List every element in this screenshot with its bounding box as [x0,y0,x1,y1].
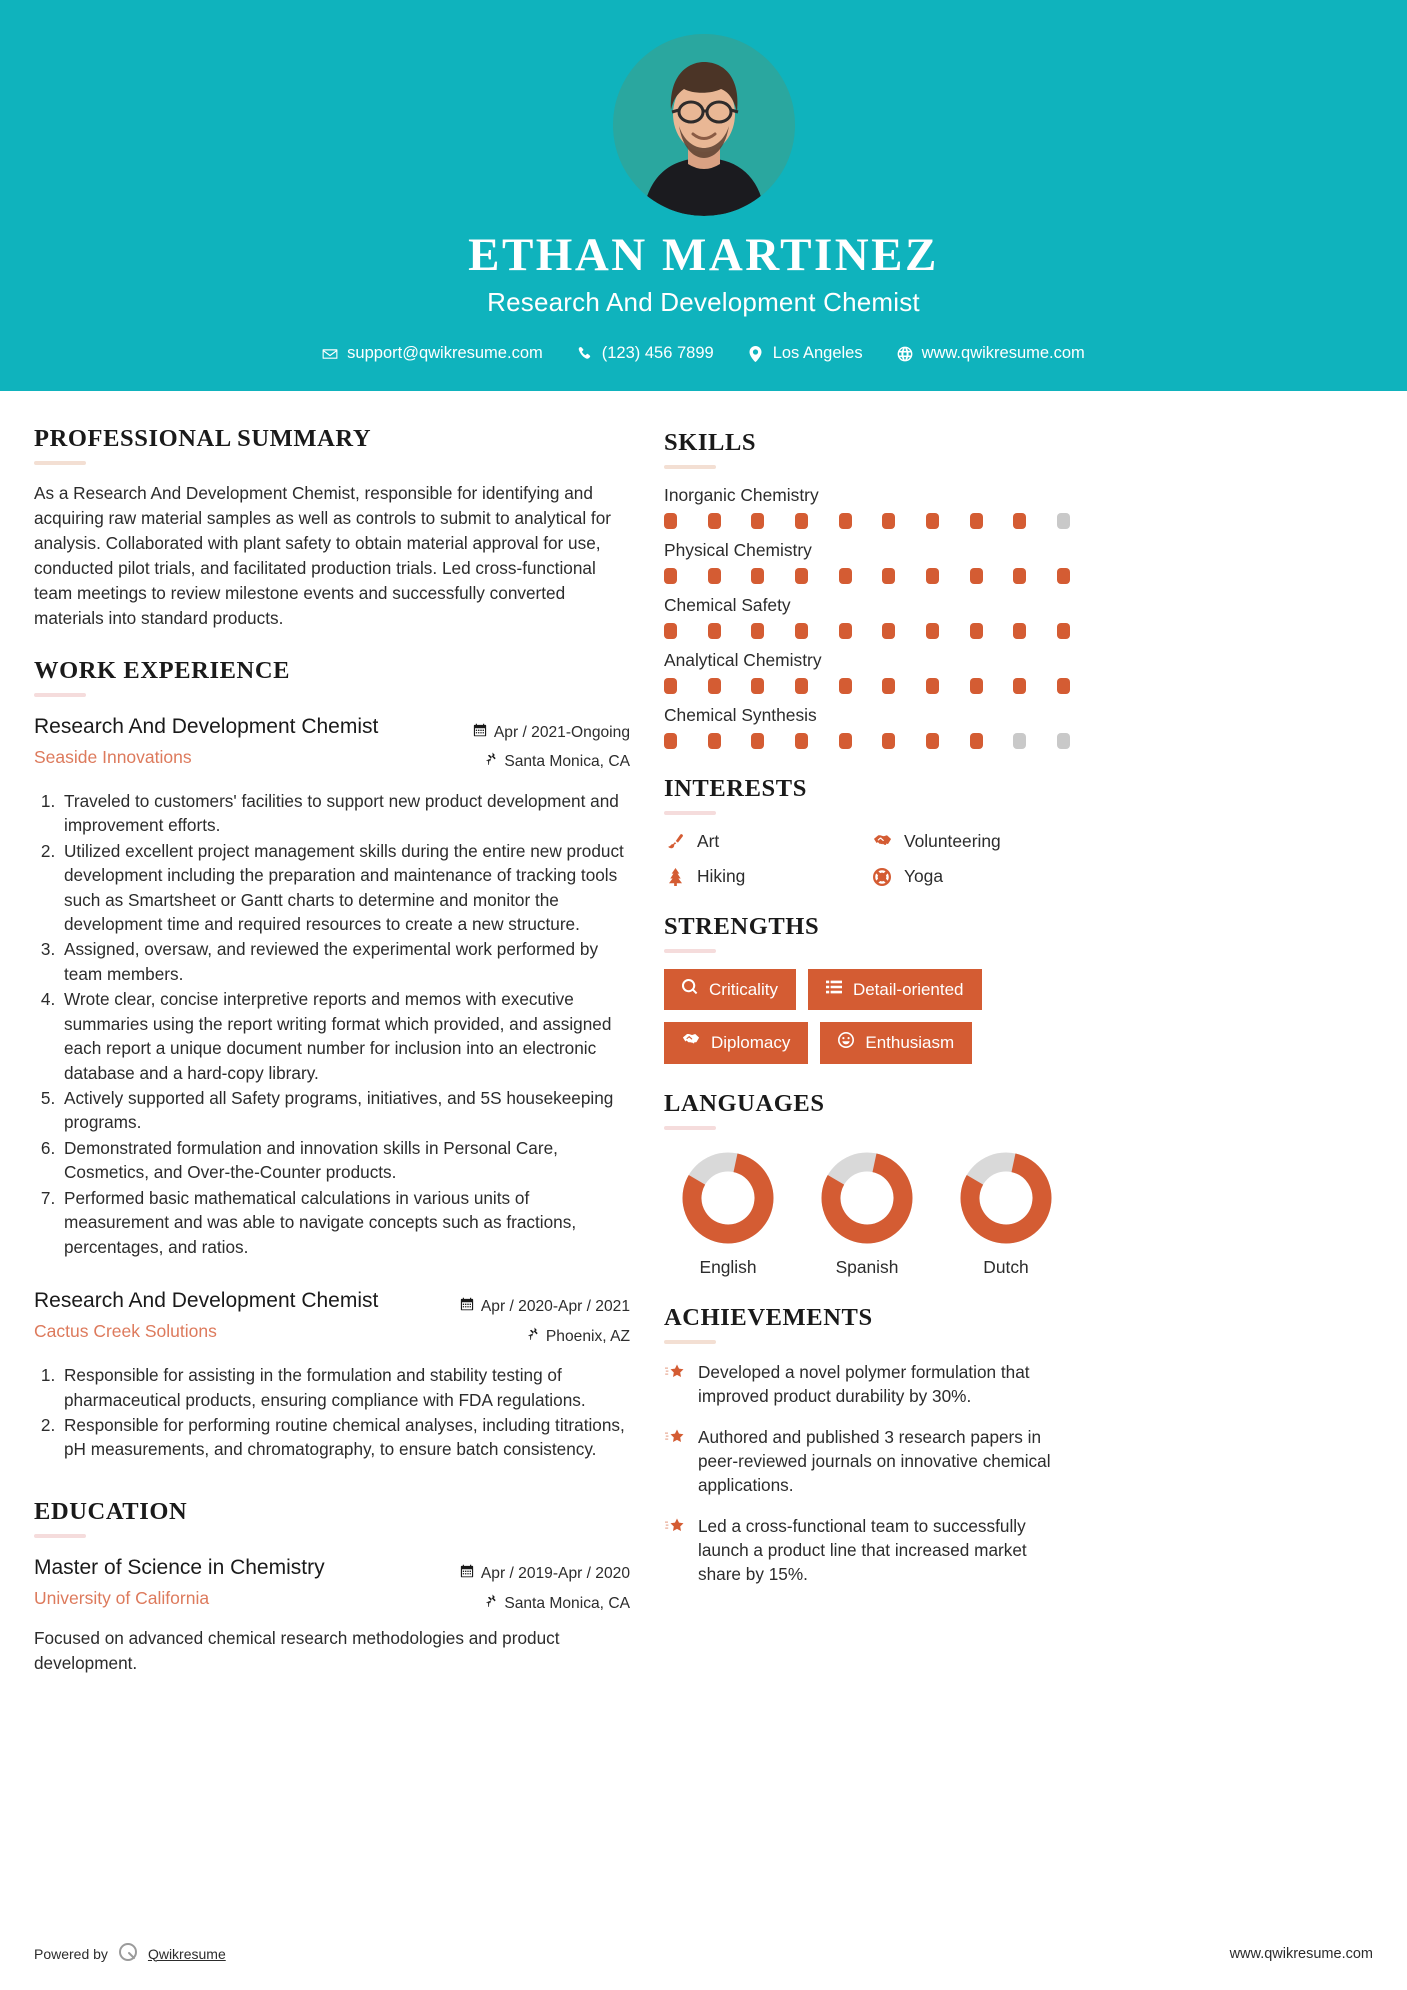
list-item: 6. Demonstrated formulation and innovation skills in Personal Care, Cosmetics, and Over-the-Counter products. [60,1136,630,1185]
section-professional-summary [34,425,630,631]
interest-label: Hiking [697,866,746,887]
skills-list [664,485,1070,749]
profile-photo-icon [613,34,795,216]
section-heading-strengths: STRENGTHS [664,913,820,941]
work-dates-value: Apr / 2021-Ongoing [493,723,630,741]
section-rule [34,693,86,697]
work-location [473,747,630,777]
skill-row [664,485,1070,529]
section-heading-summary: PROFESSIONAL SUMMARY [34,425,372,453]
section-rule [34,461,86,465]
contact-email[interactable] [305,344,560,363]
skill-dot-filled [1013,623,1026,639]
language-label: Dutch [983,1256,1029,1277]
skill-dot-filled [882,733,895,749]
globe-icon [897,346,913,362]
skill-dot-filled [708,733,721,749]
skill-label: Analytical Chemistry [664,650,822,671]
work-organization: Seaside Innovations [34,746,192,767]
skill-dot-filled [751,568,764,584]
skill-dot-filled [795,623,808,639]
calendar-icon [460,1292,474,1322]
work-dates [460,1292,630,1322]
section-rule [664,1340,716,1344]
achievement-item [664,1360,1070,1408]
left-column [34,425,630,1701]
skill-label: Inorganic Chemistry [664,485,819,506]
skill-dot-filled [1013,513,1026,529]
work-location-value: Phoenix, AZ [545,1327,630,1345]
section-work-experience [34,657,630,1462]
qwikresume-logo-icon [117,1941,139,1966]
list-item: 2. Responsible for performing routine chemical analyses, including titrations, pH measurements, and chromatography, to ensure batch consistency. [60,1413,630,1462]
contact-website-value: www.qwikresume.com [921,344,1085,363]
skill-dot-filled [926,513,939,529]
education-school: University of California [34,1588,210,1609]
skill-dot-filled [795,733,808,749]
skill-row [664,650,1070,694]
contact-phone[interactable] [560,344,731,363]
work-bullet-list [34,789,630,1259]
strength-label: Criticality [709,980,778,1000]
work-entry [34,1287,630,1462]
skill-dot-filled [839,513,852,529]
skill-dot-filled [664,568,677,584]
interest-label: Yoga [904,866,944,887]
summary-text: As a Research And Development Chemist, responsible for identifying and acquiring raw material samples as well as controls to submit to analytical for analysis. Collaborated with plant safety to obtain material approval for use, conducted pilot trials, and facilitated production trials. Led cross-functional team meetings to review milestone events and successfully converted materials into standard products. [34,483,611,628]
education-entry [34,1554,630,1675]
strength-label: Diplomacy [711,1033,791,1053]
pushpin-icon [485,1589,497,1619]
powered-by [34,1941,226,1966]
life-ring-icon [871,868,893,886]
skill-dot-filled [1013,568,1026,584]
list-item: 1. Traveled to customers' facilities to support new product development and improvement efforts. [60,789,630,838]
skill-dot-filled [839,623,852,639]
contact-row [0,344,1407,363]
work-dates-value: Apr / 2020-Apr / 2021 [480,1297,630,1315]
language-label: Spanish [835,1256,899,1277]
work-role: Research And Development Chemist [34,714,379,738]
section-heading-interests: INTERESTS [664,775,807,803]
section-strengths [664,913,1070,1064]
contact-location-value: Los Angeles [772,344,863,363]
education-location-value: Santa Monica, CA [504,1594,630,1612]
work-meta [460,1287,630,1351]
skill-dot-filled [795,513,808,529]
interests-grid [664,831,1070,887]
list-item: 4. Wrote clear, concise interpretive reports and memos with executive summaries using the report writing format which provided, and assigned each report a unique document number for inclusion into an electronic database and a hard-copy library. [60,987,630,1085]
search-icon [682,979,698,1000]
resume-header [0,0,1407,391]
pushpin-icon [527,1322,539,1352]
skill-dot-filled [882,678,895,694]
section-skills [664,429,1070,749]
list-item: 5. Actively supported all Safety programs, initiatives, and 5S housekeeping programs. [60,1086,630,1135]
skill-dot-filled [882,623,895,639]
section-heading-achievements: ACHIEVEMENTS [664,1303,873,1331]
strength-label: Detail-oriented [852,980,964,1000]
handshake-icon [682,1032,700,1053]
map-pin-icon [748,346,764,362]
skill-rating [664,733,1070,749]
section-rule [664,1126,716,1130]
phone-icon [577,346,593,362]
skill-dot-filled [970,678,983,694]
skill-dot-filled [1013,678,1026,694]
work-location [460,1322,630,1352]
language-donut-chart [819,1150,915,1246]
skill-dot-filled [708,568,721,584]
skill-dot-filled [708,678,721,694]
list-icon [826,979,842,1000]
skill-rating [664,623,1070,639]
list-item: 7. Performed basic mathematical calculations in various units of measurement and was able to navigate concepts such as fractions, percentages, and ratios. [60,1186,630,1259]
section-heading-skills: SKILLS [664,429,757,457]
work-organization: Cactus Creek Solutions [34,1321,217,1342]
skill-label: Chemical Safety [664,595,791,616]
skill-dot-filled [970,568,983,584]
section-heading-education: EDUCATION [34,1497,188,1525]
list-item: 2. Utilized excellent project management skills during the entire new product development including the preparation and maintenance of tracking tools such as Smartsheet or Gantt charts to determine and monitor the development time and required resources to create a new structure. [60,839,630,937]
skill-rating [664,568,1070,584]
skill-dot-empty [1057,733,1070,749]
language-item [946,1150,1066,1278]
right-column [664,425,1070,1612]
contact-phone-value: (123) 456 7899 [601,344,714,363]
skill-dot-filled [751,678,764,694]
section-rule [664,465,716,469]
skill-dot-filled [839,568,852,584]
contact-email-value: support@qwikresume.com [347,344,543,363]
strengths-list [664,969,1070,1064]
contact-location[interactable] [731,344,880,363]
achievement-item [664,1514,1070,1586]
skill-dot-filled [1057,568,1070,584]
footer-url[interactable]: www.qwikresume.com [1229,1945,1373,1962]
skill-dot-filled [664,513,677,529]
section-heading-languages: LANGUAGES [664,1089,825,1117]
page-title: ETHAN MARTINEZ [468,229,939,281]
work-dates [473,718,630,748]
skill-dot-filled [882,513,895,529]
interest-label: Art [697,831,720,852]
skill-dot-filled [751,623,764,639]
skill-dot-filled [970,513,983,529]
skill-dot-filled [708,623,721,639]
interest-item-art [664,831,863,852]
smiley-icon [838,1032,854,1053]
skill-label: Chemical Synthesis [664,705,817,726]
education-meta [460,1554,630,1618]
strength-chip-detail-oriented [808,969,982,1010]
section-heading-work: WORK EXPERIENCE [34,656,291,684]
work-location-value: Santa Monica, CA [504,753,630,771]
skill-row [664,540,1070,584]
strength-chip-diplomacy [664,1022,808,1063]
interest-item-hiking [664,866,863,887]
achievement-item [664,1425,1070,1497]
skill-dot-filled [926,623,939,639]
language-donut-chart [680,1150,776,1246]
skill-dot-filled [839,678,852,694]
strength-label: Enthusiasm [865,1033,955,1053]
skill-dot-filled [795,678,808,694]
skill-dot-filled [926,568,939,584]
skill-row [664,595,1070,639]
footer [0,1941,1407,1966]
skill-row [664,705,1070,749]
contact-website[interactable] [880,344,1102,363]
languages-list [664,1146,1070,1278]
achievement-text: Led a cross-functional team to successfully launch a product line that increased market share by 15%. [698,1515,1027,1585]
pine-tree-icon [664,868,686,886]
education-dates [460,1559,630,1589]
skill-dot-filled [664,623,677,639]
education-location [460,1589,630,1619]
paintbrush-icon [664,833,686,851]
skill-dot-filled [926,733,939,749]
star-badge-icon [664,1514,686,1542]
qwikresume-brand[interactable]: Qwikresume [147,1945,226,1962]
star-badge-icon [664,1425,686,1453]
work-bullet-list [34,1363,630,1462]
education-dates-value: Apr / 2019-Apr / 2020 [480,1564,630,1582]
skill-dot-filled [664,678,677,694]
strength-chip-enthusiasm [820,1022,972,1063]
education-degree: Master of Science in Chemistry [34,1555,325,1579]
work-meta [473,713,630,777]
section-education [34,1498,630,1675]
resume-body [0,391,1407,1701]
skill-dot-empty [1057,513,1070,529]
skill-rating [664,678,1070,694]
skill-dot-filled [839,733,852,749]
calendar-icon [473,718,487,748]
avatar [613,34,795,216]
interest-item-yoga [871,866,1070,887]
skill-dot-filled [882,568,895,584]
section-rule [664,949,716,953]
language-item [807,1150,927,1278]
list-item: 1. Responsible for assisting in the formulation and stability testing of pharmaceutical products, ensuring compliance with FDA regulations. [60,1363,630,1412]
achievement-text: Authored and published 3 research papers in peer-reviewed journals on innovative chemical applications. [698,1426,1051,1495]
skill-dot-filled [970,733,983,749]
section-interests [664,775,1070,887]
language-donut-chart [958,1150,1054,1246]
skill-dot-filled [751,733,764,749]
education-description: Focused on advanced chemical research methodologies and product development. [34,1628,560,1673]
star-badge-icon [664,1360,686,1388]
skill-dot-filled [664,733,677,749]
achievement-text: Developed a novel polymer formulation that improved product durability by 30%. [698,1361,1030,1406]
powered-by-label: Powered by [34,1945,108,1962]
envelope-icon [322,346,338,362]
skill-dot-filled [795,568,808,584]
work-role: Research And Development Chemist [34,1288,379,1312]
skill-dot-filled [708,513,721,529]
calendar-icon [460,1559,474,1589]
strength-chip-criticality [664,969,796,1010]
language-label: English [699,1256,757,1277]
skill-dot-filled [970,623,983,639]
work-entry [34,713,630,1259]
job-title: Research And Development Chemist [487,287,920,318]
skill-rating [664,513,1070,529]
pushpin-icon [485,747,497,777]
skill-label: Physical Chemistry [664,540,812,561]
section-rule [34,1534,86,1538]
language-item [668,1150,788,1278]
section-languages [664,1090,1070,1278]
skill-dot-filled [1057,623,1070,639]
handshake-icon [871,832,893,851]
interest-label: Volunteering [904,831,1001,852]
skill-dot-filled [1057,678,1070,694]
list-item: 3. Assigned, oversaw, and reviewed the experimental work performed by team members. [60,937,630,986]
section-achievements [664,1304,1070,1587]
interest-item-volunteering [871,831,1070,852]
section-rule [664,811,716,815]
skill-dot-empty [1013,733,1026,749]
skill-dot-filled [926,678,939,694]
skill-dot-filled [751,513,764,529]
